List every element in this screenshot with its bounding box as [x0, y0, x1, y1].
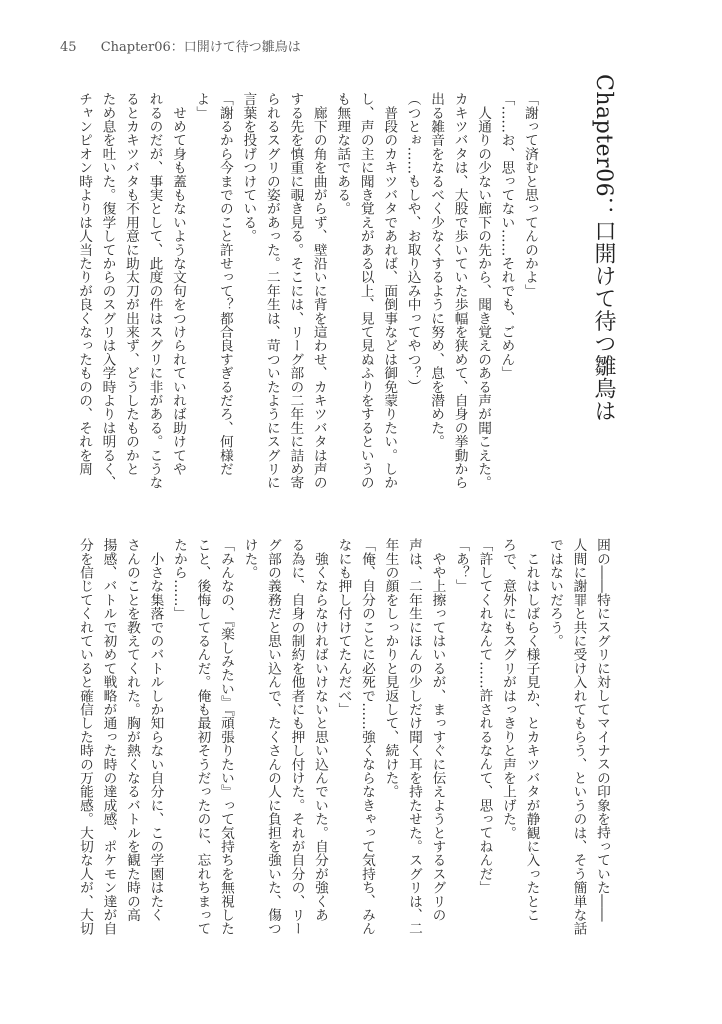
text-line: 揚感、バトルで初めて戦略が通った時の達成感、ポケモン達が自: [100, 538, 117, 936]
text-line: よ」: [193, 92, 210, 120]
running-title: Chapter06：口開けて待つ雛鳥は: [100, 40, 301, 55]
text-line: 分を信じてくれていると確信した時の万能感。大切な人が、大切: [77, 538, 93, 936]
text-line: こと、後悔してるんだ。俺も最初そうだったのに、忘れちまって: [194, 538, 211, 936]
text-line: 人通りの少ない廊下の先から、聞き覚えのある声が聞こえた。: [475, 92, 492, 490]
text-line: たから……」: [171, 538, 187, 621]
page-number: 45: [60, 40, 77, 55]
text-line: これはしばらく様子見か、とカキツバタが静観に入ったとこ: [523, 538, 540, 922]
text-line: 廊下の角を曲がらず、壁沿いに背を這わせ、カキツバタは声の: [310, 92, 327, 490]
text-line: し、声の主に聞き覚えがある以上、見て見ぬふりをするというの: [357, 92, 374, 490]
text-line: 囲の――特にスグリに対してマイナスの印象を持っていた――: [594, 538, 610, 922]
text-line: 「許してくれなんて……許されるなんて、思ってねんだ」: [476, 538, 493, 895]
text-line: も無理な話である。: [334, 92, 351, 216]
text-line: れるのだが、事実として、此度の件はスグリに非がある。こうな: [146, 92, 163, 490]
text-line: 「謝って済むと思ってんのかよ」: [522, 92, 538, 298]
text-line: さんのことを教えてくれた。胸が熱くなるバトルを観た時の高: [124, 538, 140, 922]
text-line: せめて身も蓋もないような文句をつけられていれば助けてや: [169, 92, 186, 476]
text-line: 人間に謝罪と共に受け入れてもらう、というのは、そう簡単な話: [570, 538, 587, 936]
text-line: 言葉を投げつけている。: [240, 92, 257, 243]
text-line: 小さな集落でのバトルしか知らない自分に、この学園はたく: [147, 538, 164, 922]
text-line: 年生の顔をしっかりと見返して、続けた。: [382, 538, 399, 799]
text-line: る為に、自身の制約を他者にも押し付けた。それが自分の、リー: [288, 538, 305, 936]
text-line: なにも押し付けてたんだべ」: [335, 538, 352, 717]
text-line: 強くならなければいけないと思い込んでいた。自分が強くあ: [312, 538, 328, 922]
text-line: カキツバタは、大股で歩いていた歩幅を狭めて、自身の挙動から: [451, 92, 468, 490]
text-line: 「俺、自分のことに必死で……強くならなきゃって気持ち、みん: [359, 538, 375, 936]
text-line: 出る雑音をなるべく少なくするように努め、息を潜めた。: [428, 92, 445, 449]
chapter-title: Chapter06：口開けて待つ雛鳥は: [591, 74, 616, 423]
text-line: 「あ？」: [453, 538, 469, 593]
text-line: けた。: [241, 538, 258, 580]
text-line: ではないだろう。: [547, 538, 563, 648]
text-line: 「……お、思ってない……それでも、ごめん」: [498, 92, 515, 380]
text-line: 普段のカキツバタであれば、面倒事などは御免蒙りたい。しか: [381, 92, 398, 490]
text-line: やや上擦ってはいるが、まっすぐに伝えようとするスグリの: [429, 538, 446, 922]
text-line: グ部の義務だと思い込んで、たくさんの人に負担を強いた、傷つ: [265, 538, 281, 936]
text-line: 「謝るから今までのこと許せって？都合良すぎるだろ、何様だ: [216, 92, 233, 476]
running-header: [60, 36, 301, 55]
text-line: （つとぉ……もしや、お取り込み中ってやつ？）: [404, 92, 421, 394]
text-line: るとカキツバタも不用意に助太刀が出来ず、どうしたものかと: [123, 92, 139, 476]
text-line: 声は、二年生にほんの少しだけ聞く耳を持たせた。スグリは、二: [406, 538, 422, 936]
text-line: 「みんなの、『楽しみたい』『頑張りたい』って気持ちを無視した: [218, 538, 234, 936]
text-line: ため息を吐いた。復学してからのスグリは入学時よりは明るく、: [99, 92, 116, 490]
text-line: られるスグリの姿があった。二年生は、苛ついたようにスグリに: [263, 92, 280, 490]
text-line: する先を慎重に覗き見る。そこには、リーグ部の二年生に詰め寄: [287, 92, 304, 490]
text-line: ろで、意外にもスグリがはっきりと声を上げた。: [500, 538, 516, 840]
text-line: チャンピオン時よりは人当たりが良くなったものの、それを周: [76, 92, 93, 476]
